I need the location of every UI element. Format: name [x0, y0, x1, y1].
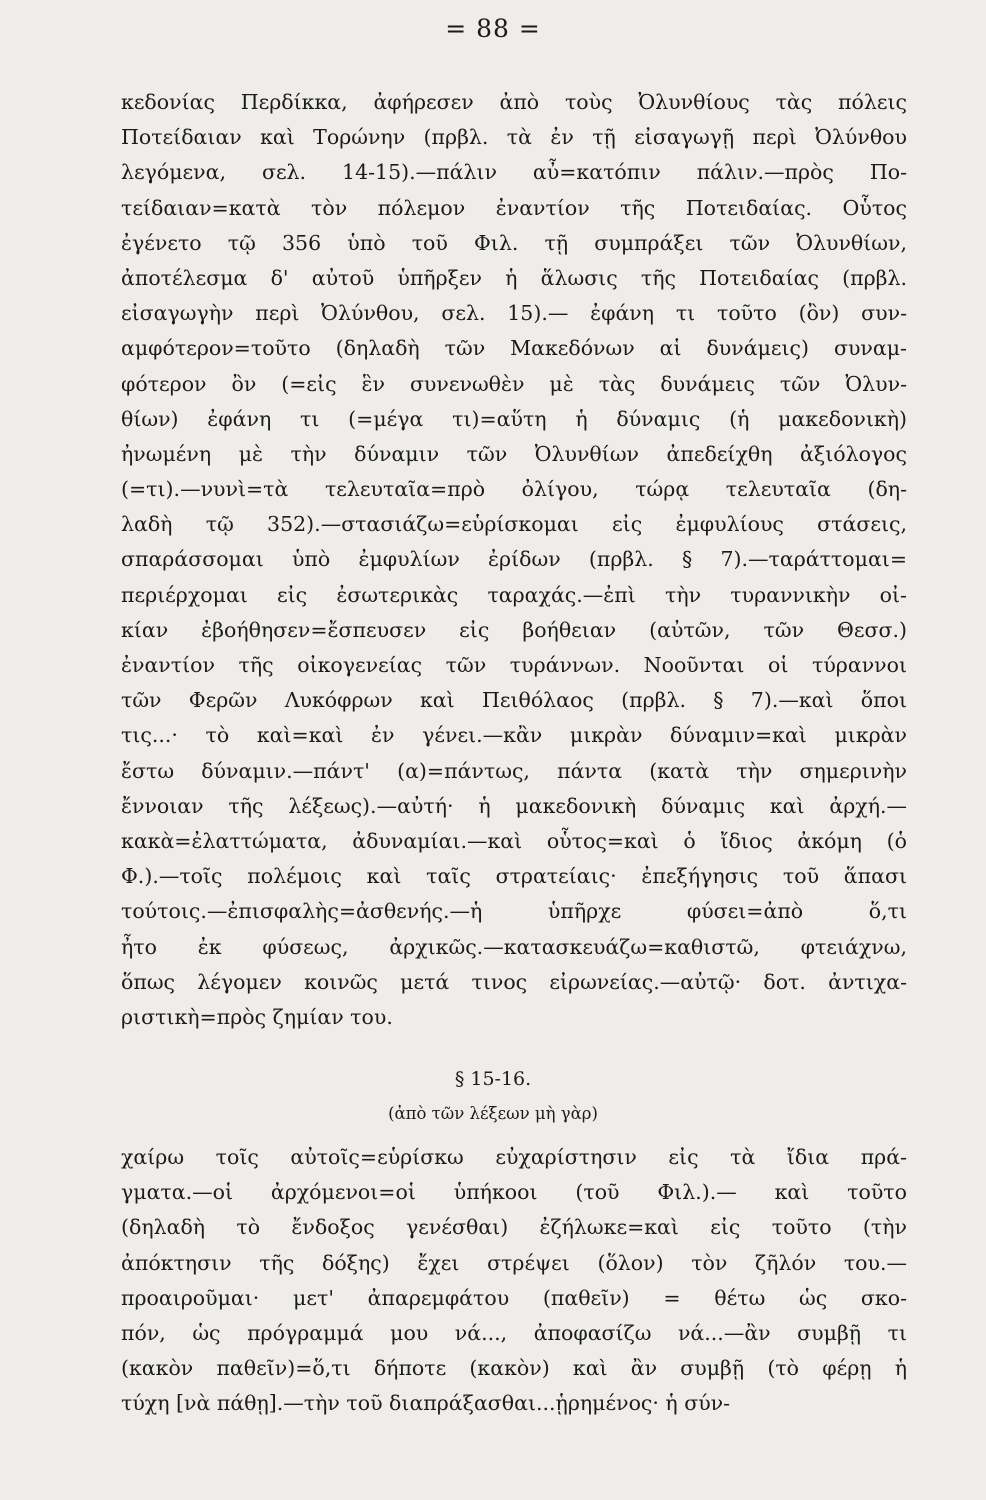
text-line: τείδαιαν=κατὰ τὸν πόλεμον ἐναντίον τῆς Ποτειδαίας. Οὗτος — [121, 195, 907, 220]
text-line: χαίρω τοῖς αὐτοῖς=εὑρίσκω εὐχαρίστησιν εἰς τὰ ἴδια πρά- — [121, 1145, 907, 1169]
text-line: Φ.).—τοῖς πολέμοις καὶ ταῖς στρατείαις· ἐπεξήγησις τοῦ ἅπασι — [121, 864, 907, 889]
text-line: αμφότερον=τοῦτο (δηλαδὴ τῶν Μακεδόνων αἱ δυνάμεις) συναμ- — [121, 336, 907, 361]
text-line: ἀπόκτησιν τῆς δόξης) ἔχει στρέψει (ὅλον) τὸν ζῆλόν του.— — [121, 1250, 907, 1275]
page-number: = 88 = — [445, 14, 541, 43]
text-line: κίαν ἐβοήθησεν=ἔσπευσεν εἰς βοήθειαν (αὐτῶν, τῶν Θεσσ.) — [121, 617, 907, 642]
text-line: σπαράσσομαι ὑπὸ ἐμφυλίων ἐρίδων (πρβλ. § 7).—ταράττομαι= — [121, 547, 907, 572]
text-line: ἔστω δύναμιν.—πάντ' (α)=πάντως, πάντα (κατὰ τὴν σημερινὴν — [121, 758, 907, 783]
commentary-paragraph-2 — [121, 1140, 907, 1422]
text-line: ἔννοιαν τῆς λέξεως).—αὐτή· ἡ μακεδονικὴ δύναμις καὶ ἀρχή.— — [121, 793, 907, 818]
text-line: τῶν Φερῶν Λυκόφρων καὶ Πειθόλαος (πρβλ. § 7).—καὶ ὅποι — [121, 688, 907, 713]
text-line: (δηλαδὴ τὸ ἔνδοξος γενέσθαι) ἐζήλωκε=καὶ εἰς τοῦτο (τὴν — [121, 1215, 907, 1240]
text-line: τύχη [νὰ πάθῃ].—τὴν τοῦ διαπράξασθαι...ᾑρημένος· ἡ σύν- — [121, 1391, 731, 1416]
section-heading: § 15-16. — [454, 1068, 532, 1090]
text-line: γματα.—οἱ ἀρχόμενοι=οἱ ὑπήκοοι (τοῦ Φιλ.).— καὶ τοῦτο — [121, 1180, 907, 1205]
text-line: περιέρχομαι εἰς ἐσωτερικὰς ταραχάς.—ἐπὶ τὴν τυραννικὴν οἰ- — [121, 582, 907, 607]
text-line: ἠνωμένη μὲ τὴν δύναμιν τῶν Ὀλυνθίων ἀπεδείχθη ἀξιόλογος — [121, 441, 907, 466]
text-line: πόν, ὡς πρόγραμμά μου νά..., ἀποφασίζω νά...—ἂν συμβῇ τι — [121, 1320, 907, 1345]
text-line: ἐγένετο τῷ 356 ὑπὸ τοῦ Φιλ. τῇ συμπράξει τῶν Ὀλυνθίων, — [121, 230, 907, 255]
text-line: ἐναντίον τῆς οἰκογενείας τῶν τυράννων. Νοοῦνται οἱ τύραννοι — [121, 653, 907, 677]
text-line: ἀποτέλεσμα δ' αὐτοῦ ὑπῆρξεν ἡ ἅλωσις τῆς Ποτειδαίας (πρβλ. — [121, 265, 907, 290]
text-line: λαδὴ τῷ 352).—στασιάζω=εὑρίσκομαι εἰς ἐμφυλίους στάσεις, — [121, 512, 907, 537]
section-subheading: (ἀπὸ τῶν λέξεων μὴ γὰρ) — [388, 1104, 598, 1123]
text-line: κακὰ=ἐλαττώματα, ἀδυναμίαι.—καὶ οὗτος=καὶ ὁ ἴδιος ἀκόμη (ὁ — [121, 828, 907, 853]
text-line: φότερον ὂν (=εἰς ἓν συνενωθὲν μὲ τὰς δυνάμεις τῶν Ὀλυν- — [121, 371, 907, 396]
text-line: κεδονίας Περδίκκα, ἀφήρεσεν ἀπὸ τοὺς Ὀλυνθίους τὰς πόλεις — [121, 90, 907, 114]
text-line: θίων) ἐφάνη τι (=μέγα τι)=αὕτη ἡ δύναμις (ἡ μακεδονικὴ) — [121, 406, 907, 431]
text-line: προαιροῦμαι· μετ' ἀπαρεμφάτου (παθεῖν) = θέτω ὡς σκο- — [121, 1285, 907, 1310]
text-line: ριστικὴ=πρὸς ζημίαν του. — [121, 1004, 393, 1029]
commentary-paragraph-1 — [121, 85, 907, 1035]
text-line: (κακὸν παθεῖν)=ὅ,τι δήποτε (κακὸν) καὶ ἂν συμβῇ (τὸ φέρῃ ἡ — [121, 1356, 907, 1381]
text-line: λεγόμενα, σελ. 14-15).—πάλιν αὖ=κατόπιν πάλιν.—πρὸς Πο- — [121, 160, 907, 185]
text-line: ὅπως λέγομεν κοινῶς μετά τινος εἰρωνείας.—αὐτῷ· δοτ. ἀντιχα- — [121, 969, 907, 994]
text-line: (=τι).—νυνὶ=τὰ τελευταῖα=πρὸ ὀλίγου, τώρᾳ τελευταῖα (δη- — [121, 477, 907, 502]
text-line: τούτοις.—ἐπισφαλὴς=ἀσθενής.—ἡ ὑπῆρχε φύσει=ἀπὸ ὅ,τι — [121, 899, 907, 924]
text-line: τις...· τὸ καὶ=καὶ ἐν γένει.—κἂν μικρὰν δύναμιν=καὶ μικρὰν — [121, 723, 907, 748]
text-line: Ποτείδαιαν καὶ Τορώνην (πρβλ. τὰ ἐν τῇ εἰσαγωγῇ περὶ Ὀλύνθου — [121, 125, 907, 150]
text-line: εἰσαγωγὴν περὶ Ὀλύνθου, σελ. 15).— ἐφάνη τι τοῦτο (ὂν) συν- — [121, 301, 907, 326]
text-line: ἦτο ἐκ φύσεως, ἀρχικῶς.—κατασκευάζω=καθιστῶ, φτειάχνω, — [121, 934, 907, 959]
